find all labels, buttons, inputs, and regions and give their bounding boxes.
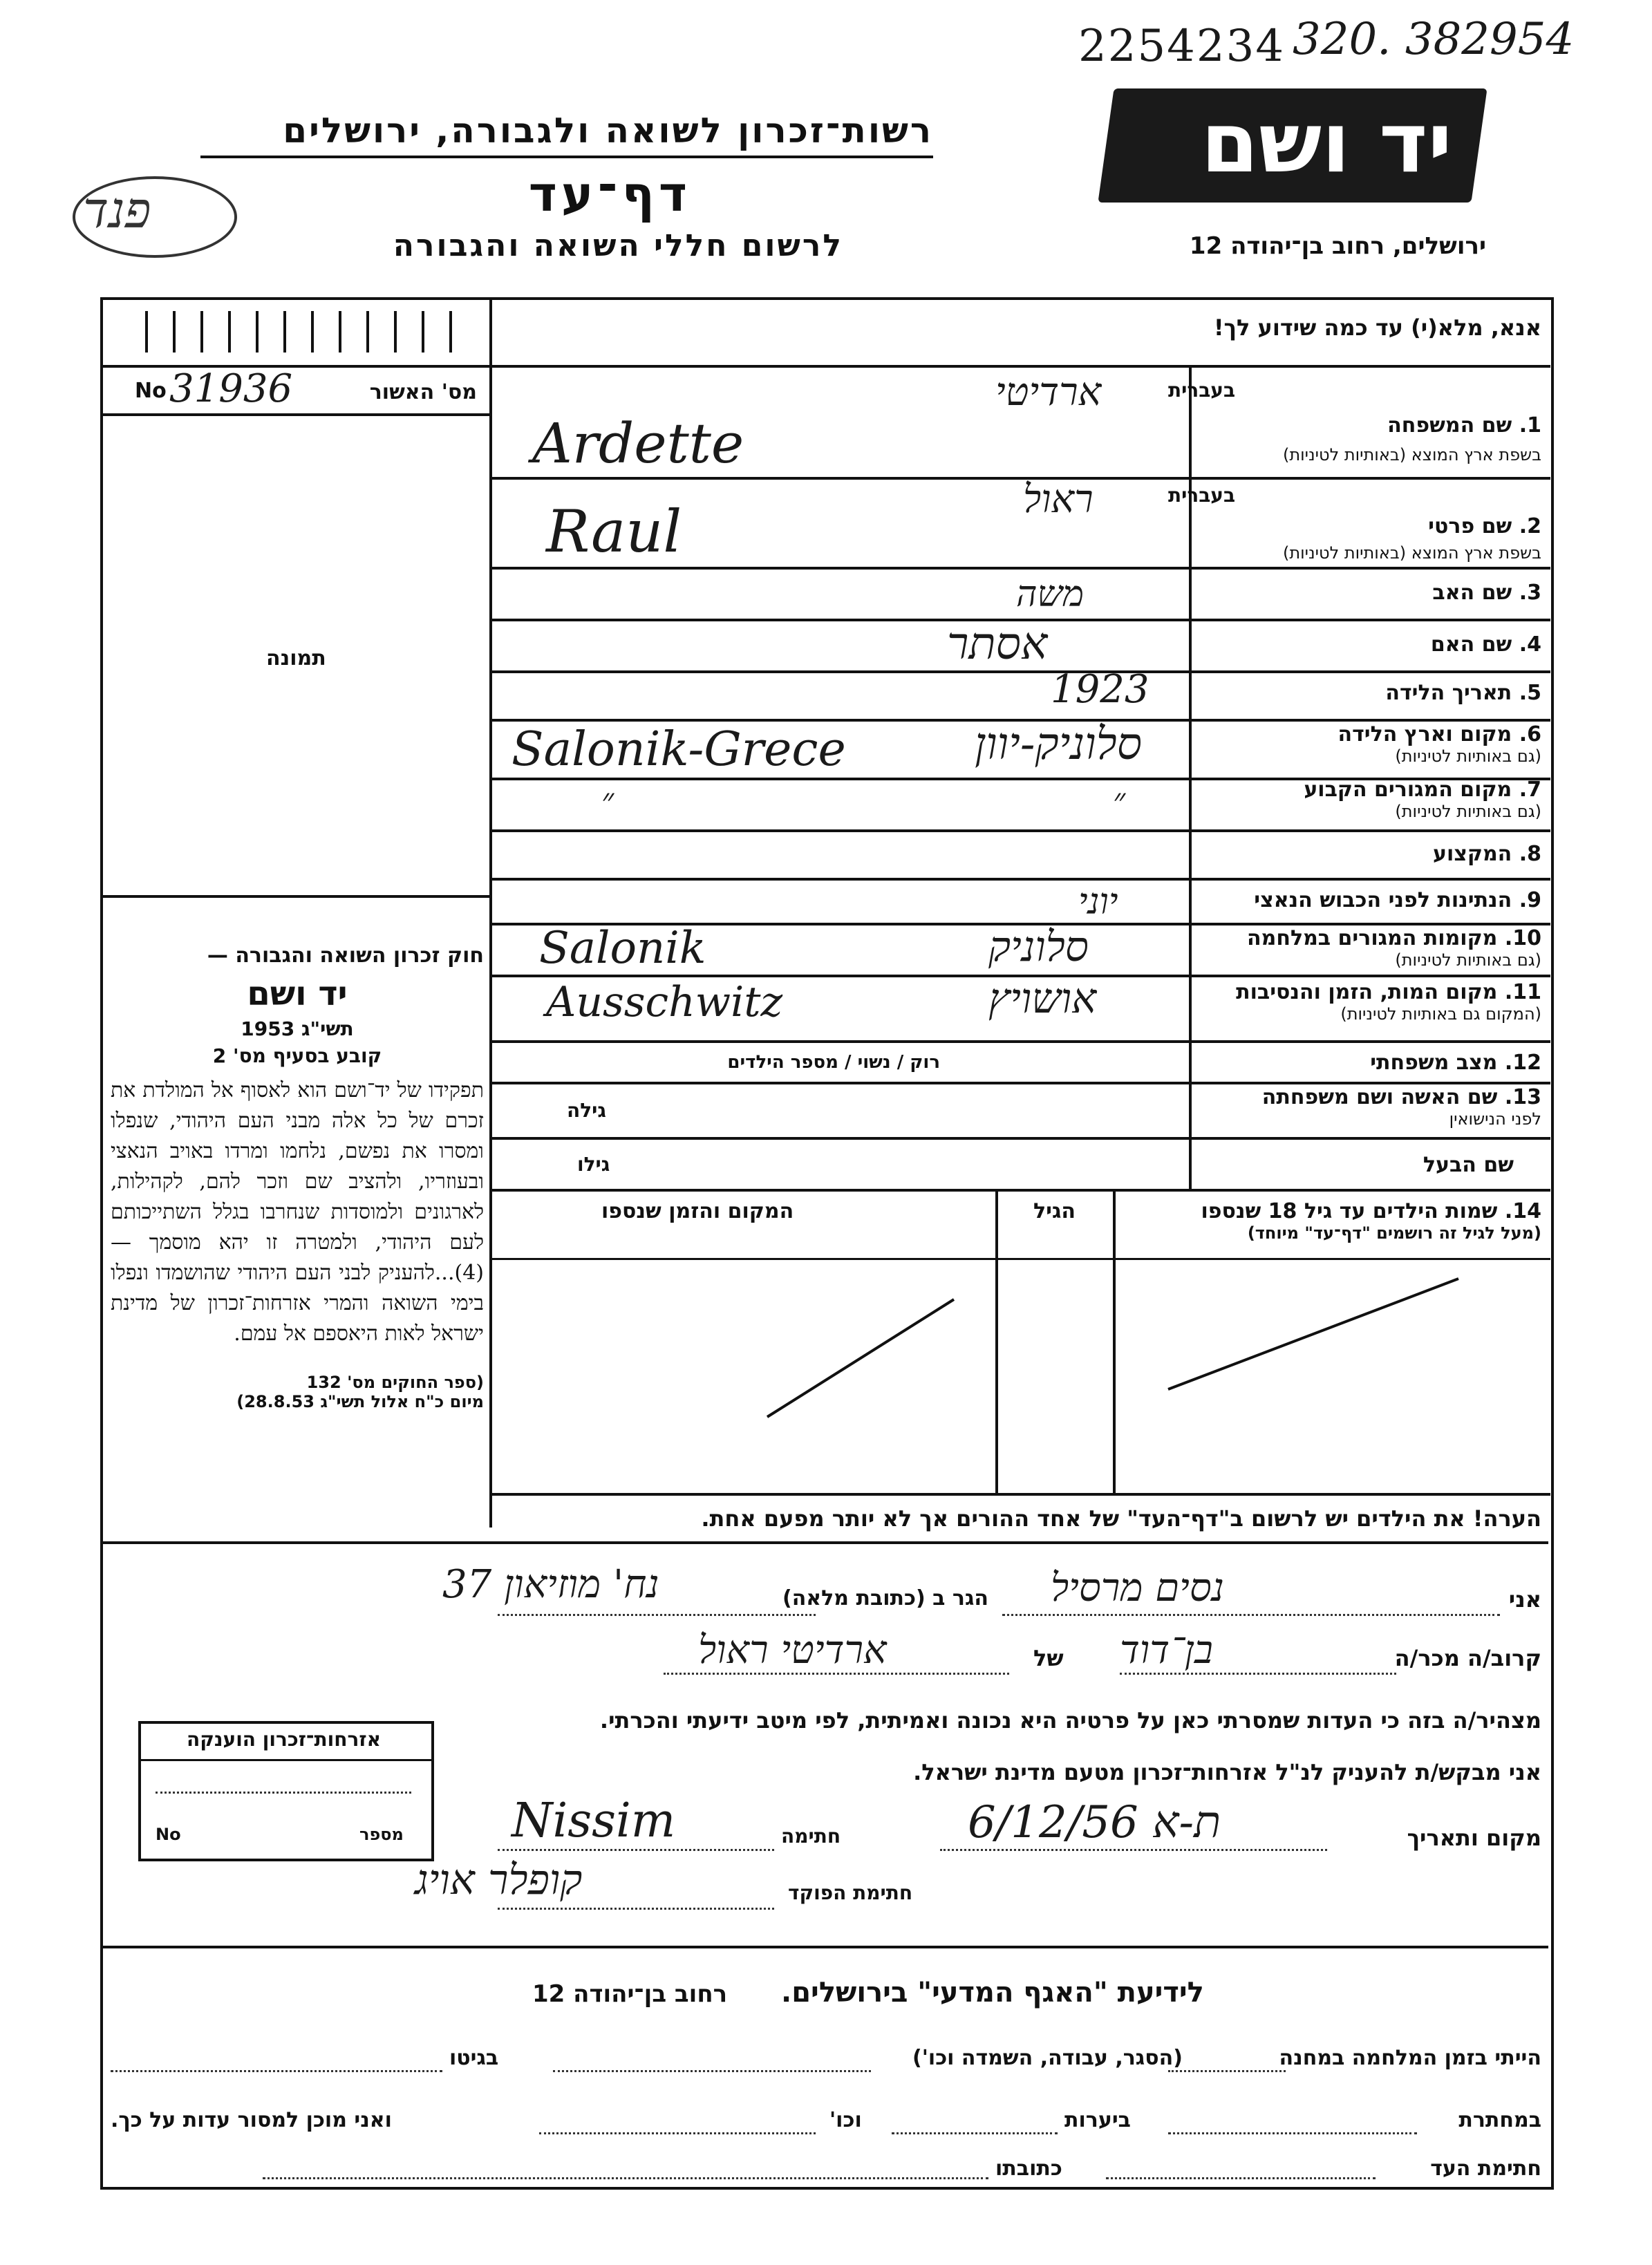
field-7-ditto-2: ״ — [1113, 781, 1126, 820]
decl-address-value: נח' מוזיאון 37 — [442, 1562, 659, 1607]
field-2-name: שם פרטי — [1428, 514, 1512, 538]
footer-line2-fill3 — [539, 2132, 816, 2134]
row-line-13 — [489, 1137, 1550, 1140]
row-line-8 — [489, 878, 1550, 881]
field-8-label: 8. המקצוע — [1432, 842, 1541, 866]
stamp-number-label: מספר — [359, 1825, 404, 1844]
handwritten-number: 320. 382954 — [1293, 14, 1575, 65]
footer-line2-fill2 — [892, 2132, 1058, 2134]
approval-bottom-line — [100, 413, 491, 416]
decl-resident: הגר ב (כתובת מלאה) — [782, 1586, 988, 1610]
field-1-sub: בשפת ארץ המוצא (באותיות לטיניות) — [1283, 445, 1541, 464]
yad-vashem-logo — [1098, 88, 1487, 203]
decl-relative-label: קרוב/ה מכר/ה — [1394, 1645, 1541, 1671]
field-12-printed: רוק / נשוי / מספר הילדים — [727, 1052, 940, 1073]
form-subtitle: לרשום חללי השואה והגבורה — [393, 228, 843, 263]
row-line-11 — [489, 1040, 1550, 1043]
law-box-year: תשי"ג 1953 — [241, 1017, 354, 1040]
row-line-12 — [489, 1082, 1550, 1084]
intro-text: אנא, מלא(י) עד כמה שידוע לך! — [1213, 314, 1541, 341]
decl-relation-value: בן־דוד — [1120, 1628, 1213, 1673]
footer-line3-b: כתובתו — [995, 2156, 1062, 2181]
footer-line3-a: חתימת העד — [1430, 2156, 1541, 2181]
approval-stripes — [104, 311, 491, 366]
field-12-label: 12. מצב משפחתי — [1370, 1051, 1541, 1075]
approval-top-line — [100, 365, 491, 368]
logo-text: יד ושם — [1201, 95, 1452, 191]
law-box-ref1: (ספר החוקים מס' 132 — [306, 1373, 484, 1392]
field-6-value-he: סלוניק-יוון — [975, 719, 1143, 770]
footer-line2-d: ואני מוכן למסור עדות על כך. — [111, 2108, 392, 2132]
footer-line2-c: וכו' — [829, 2108, 862, 2132]
approval-label: מס' האשור — [369, 380, 477, 404]
footer-address: רחוב בן־יהודה 12 — [532, 1980, 728, 2008]
husband-label: שם הבעל — [1423, 1153, 1514, 1177]
decl-request: אני מבקש/ת להעניק לנ"ל אזרחות־זכרון מטעם מדינת ישראל. — [913, 1759, 1541, 1785]
decl-clerk-value: קופלר אויג — [415, 1856, 583, 1904]
field-1-hebrew-flag: בעברית — [1168, 379, 1236, 402]
law-box-title: חוק זכרון השואה והגבורה — — [207, 943, 484, 968]
decl-statement: מצהיר/ה בזה כי העדות שמסרתי כאן על פרטיה היא נכונה ואמיתית, לפי מיטב ידיעתי והכרתי. — [599, 1707, 1541, 1733]
decl-signature-label: חתימה — [781, 1825, 841, 1848]
note-bottom-line — [100, 1541, 1548, 1544]
field-6-value-latin: Salonik-Grece — [511, 722, 846, 777]
field-1-num: 1. — [1519, 413, 1541, 438]
stamp-title-line — [141, 1759, 431, 1761]
left-column-divider — [489, 297, 492, 1528]
margin-note: פנד — [83, 181, 151, 239]
note-top-line — [489, 1493, 1550, 1496]
footer-line2-a: במחתרת — [1458, 2108, 1541, 2132]
address: ירושלים, רחוב בן־יהודה 12 — [1189, 232, 1486, 260]
photo-label: תמונה — [266, 646, 326, 670]
footer-line1-fill3 — [111, 2070, 442, 2072]
field-10-value-latin: Salonik — [539, 923, 706, 974]
children-header-line — [489, 1258, 1550, 1260]
decl-relation-line — [1120, 1673, 1396, 1675]
field-2-sub: בשפת ארץ המוצא (באותיות לטיניות) — [1283, 543, 1541, 563]
field-4-value-he: אסתר — [947, 619, 1048, 670]
approval-number: 31936 — [169, 366, 293, 411]
law-box-name: יד ושם — [247, 975, 348, 1013]
decl-clerk-line — [498, 1908, 774, 1910]
footer-line1-fill2 — [553, 2070, 871, 2072]
field-2-hebrew-flag: בעברית — [1168, 484, 1236, 507]
field-7-ditto: ״ — [601, 781, 614, 820]
decl-clerk-label: חתימת הפוקד — [788, 1881, 913, 1904]
form-title: דף־עד — [528, 166, 691, 223]
stamp-number-prefix: No — [156, 1825, 181, 1844]
field-6-label: 6. מקום וארץ הלידה (גם באותיות לטיניות) — [1337, 722, 1541, 766]
field-2-value-latin: Raul — [546, 498, 682, 565]
footer-top-line — [100, 1946, 1548, 1948]
photo-bottom-line — [100, 895, 491, 898]
field-1-value-latin: Ardette — [532, 411, 744, 476]
field-3-value-he: משה — [1016, 574, 1085, 615]
row-line-14 — [489, 1189, 1550, 1192]
children-label: 14. שמות הילדים עד גיל 18 שנספו (מעל לגיל זה רושמים "דף־עד" מיוחד) — [1201, 1199, 1541, 1243]
title-underline — [200, 156, 933, 158]
footer-line1-a: הייתי בזמן המלחמה במחנה — [1279, 2046, 1541, 2070]
field-10-label: 10. מקומות המגורים במלחמה (גם באותיות לטיניות) — [1247, 926, 1541, 970]
footer-line1-fill — [1168, 2070, 1286, 2072]
field-13-label: 13. שם האשה ושם משפחתה לפני הנישואין — [1261, 1085, 1541, 1129]
decl-address-line — [498, 1614, 816, 1616]
husband-age-label: גילו — [577, 1153, 610, 1176]
field-2-value-he: ראול — [1023, 477, 1093, 522]
decl-of-value: ארדיטי ראול — [698, 1628, 887, 1673]
decl-place-date-label: מקום ותאריך — [1407, 1825, 1541, 1851]
field-5-label: 5. תאריך הלידה — [1385, 681, 1541, 705]
decl-ani: אני — [1508, 1586, 1541, 1613]
law-box-clause: קובע בסעיף מס' 2 — [212, 1044, 382, 1067]
footer-line1-b: (הסגר, עבודה, השמדה וכו') — [912, 2046, 1183, 2070]
stamp-line-1 — [156, 1792, 411, 1794]
field-11-value-he: אושויץ — [988, 975, 1097, 1023]
field-1-value-he: ארדיטי — [995, 370, 1102, 415]
law-box-text: תפקידו של יד־ושם הוא לאסוף אל המולדת את זכרם של כל אלה מבני העם היהודי, שנפלו ומסרו את נפשם, נלחמו ומרדו באויב הנאצי ובעוזריו, ולהציב שם וזכר להם, לקהילות, לארגונים ולמוסדות שנחרבו בגלל השתייכותם לעם היהודי, ולמטרה זו יהא מוסמך — (4)...להעניק לבני העם היהודי שהושמדו ונפלו בימי השואה והמרי אזרחות־זכרון של מדינת ישראל לאות היאספם אל עמם. — [111, 1078, 484, 1346]
field-11-value-latin: Ausschwitz — [546, 978, 783, 1026]
children-col-place: המקום והזמן שנספו — [601, 1199, 794, 1223]
footer-line3-fill — [1106, 2177, 1376, 2179]
decl-name-value: נסים מרסיל — [1051, 1566, 1224, 1610]
decl-place-date-line — [940, 1849, 1327, 1851]
law-box — [111, 943, 484, 1411]
field-10-value-he: סלוניק — [988, 923, 1089, 971]
field-9-value-he: יוני — [1078, 881, 1118, 923]
row-line-7 — [489, 829, 1550, 832]
footer-line3-fill2 — [263, 2177, 988, 2179]
note-text: הערה! את הילדים יש לרשום ב"דף־העד" של אחד ההורים אך לא יותר מפעם אחת. — [701, 1505, 1541, 1532]
field-5-value-he: 1923 — [1051, 667, 1149, 712]
archive-number: 2254234 — [1078, 21, 1286, 72]
field-7-label: 7. מקום המגורים הקבוע (גם באותיות לטיניות) — [1304, 778, 1541, 821]
margin-note-circle — [73, 176, 237, 258]
stamp-title: אזרחות־זכרון הוענקה — [187, 1728, 381, 1751]
footer-line2-fill — [1168, 2132, 1417, 2134]
field-11-label: 11. מקום המות, הזמן והנסיבות (המקום גם באותיות לטיניות) — [1236, 980, 1541, 1024]
row-line-2 — [489, 567, 1550, 570]
field-3-label: 3. שם האב — [1432, 581, 1541, 605]
decl-place-date-value: ת-א 6/12/56 — [968, 1797, 1221, 1848]
institution-title: רשות־זכרון לשואה ולגבורה, ירושלים — [283, 111, 933, 151]
footer-title: לידיעת "האגף המדעי" בירושלים. — [781, 1977, 1204, 2009]
decl-of-line — [664, 1673, 1009, 1675]
field-4-label: 4. שם האם — [1430, 632, 1541, 657]
decl-signature-line — [498, 1849, 774, 1851]
footer-line1-c: בגיטו — [449, 2046, 499, 2070]
children-strike-marks — [726, 1265, 1486, 1472]
footer-line2-b: ביערות — [1064, 2108, 1131, 2132]
approval-prefix: No — [135, 379, 167, 403]
decl-signature-value: Nissim — [511, 1794, 676, 1848]
field-2-num: 2. — [1519, 514, 1541, 538]
row-line-4 — [489, 670, 1550, 673]
field-13-age-label: גילה — [567, 1099, 606, 1122]
intro-row-line — [489, 365, 1550, 368]
decl-of: של — [1033, 1645, 1064, 1671]
field-9-label: 9. הנתינות לפני הכבוש הנאצי — [1254, 888, 1541, 912]
field-1-name: שם המשפחה — [1387, 413, 1512, 438]
children-col-age: הגיל — [1033, 1199, 1076, 1223]
decl-name-line — [1002, 1614, 1500, 1616]
row-line-1 — [489, 477, 1550, 480]
law-box-ref2: מיום כ"ח אלול תשי"ג 28.8.53) — [236, 1392, 484, 1411]
